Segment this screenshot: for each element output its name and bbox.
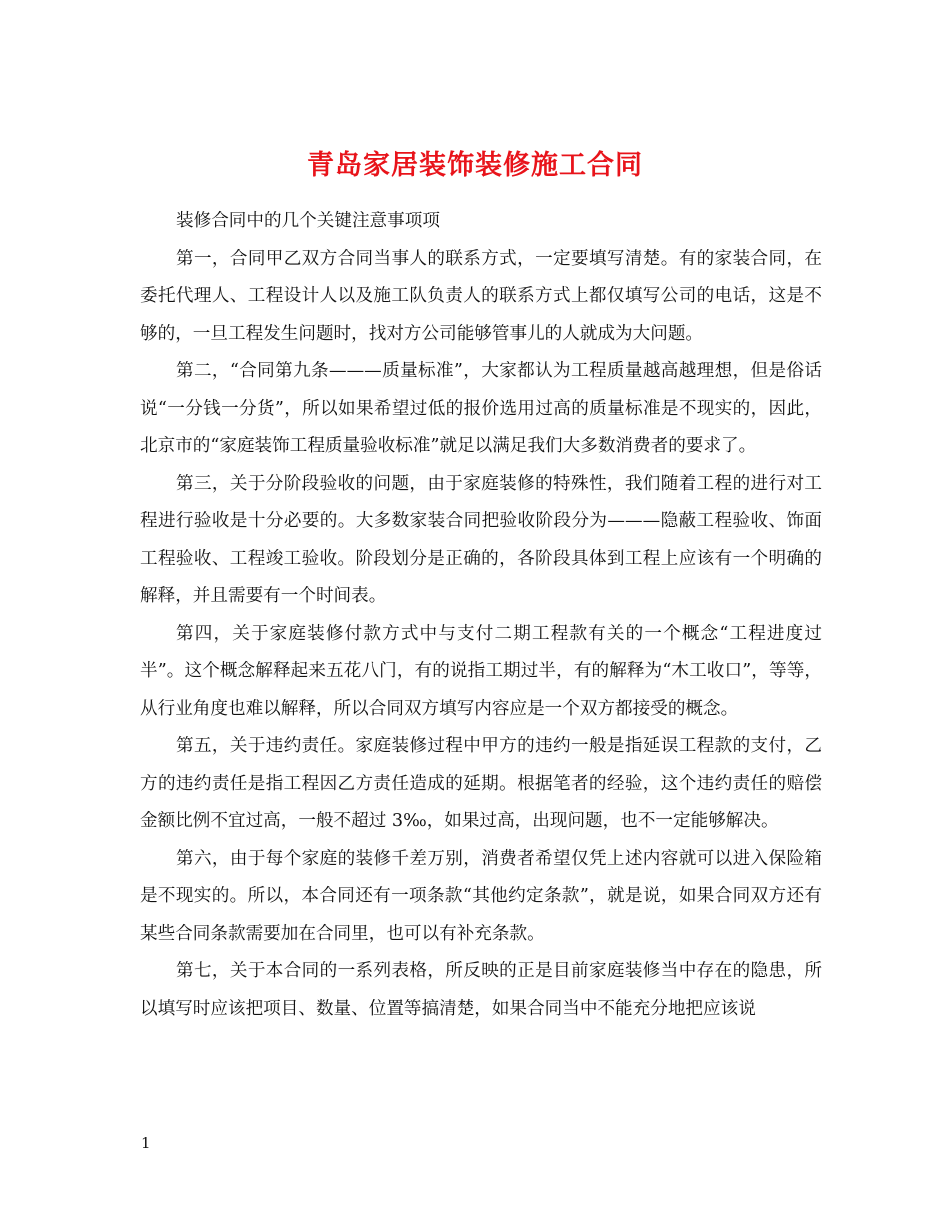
paragraph-2: 第二，“合同第九条———质量标准”，大家都认为工程质量越高越理想，但是俗话说“一分钱一分货”，所以如果希望过低的报价选用过高的质量标准是不现实的，因此，北京市的“家庭装饰工程质量验收标准”就足以满足我们大多数消费者的要求了。 <box>140 361 822 456</box>
paragraph-4: 第四，关于家庭装修付款方式中与支付二期工程款有关的一个概念“工程进度过半”。这个概念解释起来五花八门，有的说指工期过半，有的解释为“木工收口”，等等，从行业角度也难以解释，所以合同双方填写内容应是一个双方都接受的概念。 <box>140 623 822 719</box>
page-number: 1 <box>141 1134 151 1152</box>
paragraph-1: 第一，合同甲乙双方合同当事人的联系方式，一定要填写清楚。有的家装合同，在委托代理人、工程设计人以及施工队负责人的联系方式上都仅填写公司的电话，这是不够的，一旦工程发生问题时，找对方公司能够管事儿的人就成为大问题。 <box>140 248 822 344</box>
document-title: 青岛家居装饰装修施工合同 <box>307 150 643 182</box>
paragraph-7: 第七，关于本合同的一系列表格，所反映的正是目前家庭装修当中存在的隐患，所以填写时应该把项目、数量、位置等搞清楚，如果合同当中不能充分地把应该说 <box>140 961 822 1019</box>
paragraph-3: 第三，关于分阶段验收的问题，由于家庭装修的特殊性，我们随着工程的进行对工程进行验收是十分必要的。大多数家装合同把验收阶段分为———隐蔽工程验收、饰面工程验收、工程竣工验收。阶段划分是正确的，各阶段具体到工程上应该有一个明确的解释，并且需要有一个时间表。 <box>140 473 822 606</box>
document-body <box>140 203 822 1028</box>
paragraph-5: 第五，关于违约责任。家庭装修过程中甲方的违约一般是指延误工程款的支付，乙方的违约责任是指工程因乙方责任造成的延期。根据笔者的经验，这个违约责任的赔偿金额比例不宜过高，一般不超过 3‰，如果过高，出现问题，也不一定能够解决。 <box>140 736 822 831</box>
section-heading: 装修合同中的几个关键注意事项项 <box>176 211 440 231</box>
paragraph-6: 第六，由于每个家庭的装修千差万别，消费者希望仅凭上述内容就可以进入保险箱是不现实的。所以，本合同还有一项条款“其他约定条款”，就是说，如果合同双方还有某些合同条款需要加在合同里，也可以有补充条款。 <box>140 848 822 944</box>
